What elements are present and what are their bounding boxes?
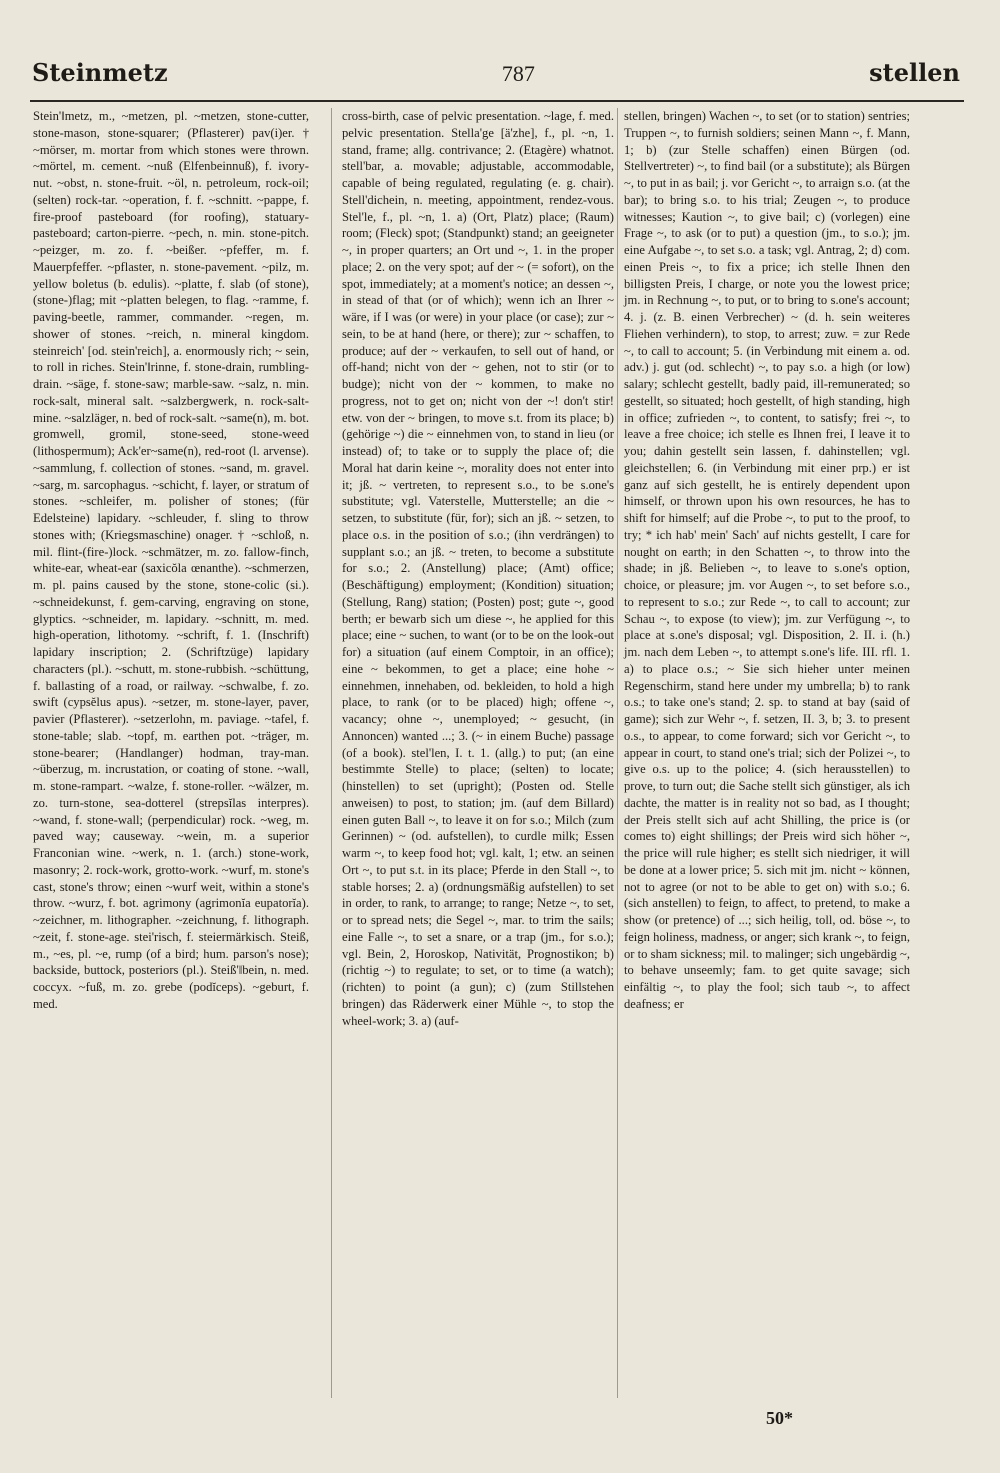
running-head bbox=[32, 58, 960, 98]
column-divider bbox=[331, 108, 332, 1398]
column-middle-text: cross-birth, case of pelvic presentation. ~lage, f. med. pelvic presentation. Stella'ge [ä'zhe], f., pl. ~n, 1. stand, frame; allg. contrivance; 2. (Etagère) whatnot. stell'bar, a. movable; adjustable, accommodable, capable of being regulated, regulating (e. g. chair). Stell'dichein, n. meeting, appointment, rendez-vous. Stel'le, f., pl. ~n, 1. a) (Ort, Platz) place; (Raum) room; (Fleck) spot; (Standpunkt) stand; an geeigneter ~, in proper quarters; an Ort und ~, 1. in the proper place; 2. on the very spot; auf der ~ (= sofort), on the spot, immediately; at a moment's notice; an dessen ~, in stead of that (or of which); wenn ich an Ihrer ~ wäre, if I was (or were) in your place (or case); zur ~ sein, to be at hand (here, or there); zur ~ schaffen, to produce; auf der ~ verkaufen, to sell out of hand, or off-hand; nicht von der ~ gehen, not to stir (or to budge); nicht von der ~ kommen, to make no progress, not to get on; nicht von der ~! don't stir! etw. von der ~ bringen, to move s.t. from its place; b) (gehörige ~) die ~ einnehmen von, to stand in lieu (or instead) of; to take or to supply the place of; die Moral hat darin keine ~, morality does not enter into it; jß. ~ vertreten, to represent s.o., to be s.one's substitute; vgl. Vaterstelle, Mutterstelle; an die ~ setzen, to substitute (für, for); sich an jß. ~ setzen, to place o.s. in the position of s.o.; (ihn verdrängen) to supplant s.o.; an jß. ~ treten, to become a substitute for s.o.; 2. (Anstellung) place; (Amt) office; (Beschäftigung) employment; (Kondition) situation; (Stellung, Rang) station; (Posten) post; gute ~, good berth; er bewarb sich um diese ~, he applied for this place; eine ~ suchen, to want (or to be on the look-out for) a situation (auf einem Comptoir, in an office); eine ~ bekommen, to get a place; eine hohe ~ einnehmen, innehaben, od. bekleiden, to hold a high place, to rank (or to be placed) high; offene ~, vacancy; ohne ~, unemployed; ~ gesucht, (in Annoncen) wanted ...; 3. (~ in einem Buche) passage (of a book). stel'len, I. t. 1. (allg.) to put; (an eine bestimmte Stelle) to place; (selten) to locate; (hinstellen) to set (upright); (Posten od. Stelle anweisen) to post, to station; jm. (auf dem Billard) einen guten Ball ~, to leave it on for s.o.; Milch (zum Gerinnen) ~ (od. aufstellen), to curdle milk; Essen warm ~, to keep food hot; vgl. kalt, 1; etw. an seinen Ort ~, to put s.t. in its place; Pferde in den Stall ~, to stable horses; 2. a) (ordnungsmäßig aufstellen) to set in order, to rank, to arrange; to range; Netze ~, to set, or to spread nets; die Segel ~, mar. to trim the sails; eine Falle ~, to set a snare, or a trap (jm., for s.o.); vgl. Bein, 2, Horoskop, Nativität, Prognostikon; b) (richtig ~) to regulate; to set, or to time (a watch); (richten) to point (a gun); c) (zum Stillstehen bringen) das Räderwerk einer Mühle ~, to stop the wheel-work; 3. a) (auf- bbox=[342, 109, 614, 1028]
column-right bbox=[624, 108, 910, 1013]
guide-word-left: Steinmetz bbox=[32, 58, 168, 87]
column-divider bbox=[617, 108, 618, 1398]
column-left-text: Stein'‖metz, m., ~metzen, pl. ~metzen, stone-cutter, stone-mason, stone-squarer; (Pflasterer) pav(i)er. † ~mörser, m. mortar from which stones were thrown. ~mörtel, m. cement. ~nuß (Elfenbeinnuß), f. ivory-nut. ~obst, n. stone-fruit. ~öl, n. petroleum, rock-oil; (selten) rock-tar. ~operation, f. f. ~schnitt. ~pappe, f. fire-proof pasteboard (for roofing), statuary-pasteboard; carton-pierre. ~pech, n. min. stone-pitch. ~peizger, m. zo. f. ~beißer. ~pfeffer, m. f. Mauerpfeffer. ~pflaster, n. stone-pavement. ~pilz, m. yellow boletus (b. edulis). ~platte, f. slab (of stone), (stone-)flag; mit ~platten belegen, to flag. ~ramme, f. paving-beetle, rammer, commander. ~regen, m. shower of stones. ~reich, n. mineral kingdom. steinreich' [od. stein'reich], a. enormously rich; ~ sein, to roll in riches. Stein'‖rinne, f. stone-drain, rumbling-drain. ~säge, f. stone-saw; marble-saw. ~salz, n. min. rock-salt, mineral salt. ~salzbergwerk, n. rock-salt-mine. ~salzläger, n. bed of rock-salt. ~same(n), m. bot. gromwell, gromil, stone-seed, stone-weed (lithospermum); Ack'er~same(n), red-root (l. arvense). ~sammlung, f. collection of stones. ~sand, m. gravel. ~sarg, m. sarcophagus. ~schicht, f. layer, or stratum of stones. ~schleifer, m. polisher of stones; (für Edelsteine) lapidary. ~schleuder, f. sling to throw stones with; (Kriegsmaschine) onager. † ~schloß, n. mil. flint-(fire-)lock. ~schmätzer, m. zo. fallow-finch, white-ear, wheat-ear (saxicŏla œnanthe). ~schmerzen, m. pl. pains caused by the stone, stone-colic (si.). ~schneidekunst, f. gem-carving, engraving on stone, glyptics. ~schneider, m. lapidary. ~schnitt, m. med. high-operation, lithotomy. ~schrift, f. 1. (Inschrift) lapidary inscription; 2. (Schriftzüge) lapidary characters (pl.). ~schutt, m. stone-rubbish. ~schüttung, f. ballasting of a road, or railway. ~schwalbe, f. zo. swift (cypsĕlus apus). ~setzer, m. stone-layer, paver, pavier (Pflasterer). ~setzerlohn, m. paviage. ~tafel, f. stone-table; slab. ~topf, m. earthen pot. ~träger, m. stone-bearer; (Handlanger) hodman, tray-man. ~überzug, m. incrustation, or coating of stone. ~wall, m. stone-rampart. ~walze, f. stone-roller. ~wälzer, m. zo. turn-stone, sea-dotterel (strepsĭlas interpres). ~wand, f. stone-wall; (perpendicular) rock. ~weg, m. paved way; causeway. ~wein, m. a superior Franconian wine. ~werk, n. 1. (arch.) stone-work, masonry; 2. rock-work, grotto-work. ~wurf, m. stone's cast, stone's throw; einen ~wurf weit, within a stone's throw. ~wurz, f. bot. agrimony (agrimonĭa eupatorĭa). ~zeichner, m. lithographer. ~zeichnung, f. lithograph. ~zeit, f. stone-age. stei'risch, f. steiermärkisch. Steiß, m., ~es, pl. ~e, rump (of a bird; hum. parson's nose); backside, buttock, posteriors (pl.). Steiß'‖bein, n. med. coccyx. ~fuß, m. zo. grebe (podĭceps). ~geburt, f. med. bbox=[33, 109, 309, 1011]
guide-word-right: stellen bbox=[869, 58, 960, 87]
column-right-text: stellen, bringen) Wachen ~, to set (or to station) sentries; Truppen ~, to furnish soldiers; seinen Mann ~, f. Mann, 1; b) (zur Stelle schaffen) einen Bürgen (od. Stellvertreter) ~, to find bail (or a substitute); als Bürgen ~, to put in as bail; j. vor Gericht ~, to arraign s.o. (at the bar); to bring s.o. to his trial; Zeugen ~, to produce witnesses; Kaution ~, to give bail; c) (vorlegen) eine Frage ~, to ask (or to put) a question (jm., to s.o.); jm. eine Aufgabe ~, to set s.o. a task; vgl. Antrag, 2; d) com. einen Preis ~, to fix a price; ich stelle Ihnen den billigsten Preis, I charge, or note you the lowest price; jm. in Rechnung ~, to put, or to bring to s.one's account; 4. j. (z. B. einen Verbrecher) ~ (d. h. sein weiteres Fliehen verhindern), to stop, to arrest; zuw. = zur Rede ~, to call to account; 5. (in Verbindung mit einem a. od. adv.) j. gut (od. schlecht) ~, to pay s.o. a high (or low) salary; schlecht gestellt, badly paid, ill-remunerated; so gestellt, so situated; hoch gestellt, of high standing, high in office; zufrieden ~, to content, to satisfy; frei ~, to leave a free choice; ich stelle es Ihnen frei, I leave it to you; dahin gestellt sein lassen, f. dahinstellen; vgl. gleichstellen; 6. (in Verbindung mit einer prp.) er ist ganz auf sich gestellt, he is entirely dependent upon himself, or thrown upon his own resources, he has to shift for himself; auf die Probe ~, to put to the proof, to try; * ich hab' mein' Sach' auf nichts gestellt, I care for nought on earth; in den Schatten ~, to throw into the shade; in jß. Belieben ~, to leave to s.one's option, choice, or pleasure; jm. vor Augen ~, to set before s.o., to represent to s.o.; zur Rede ~, to call to account; zur Schau ~, to expose (to view); jm. zur Verfügung ~, to place at s.one's disposal; vgl. Disposition, 2. II. i. (h.) jm. nach dem Leben ~, to attempt s.one's life. III. rfl. 1. a) to place o.s.; ~ Sie sich hieher unter meinen Regenschirm, stand here under my umbrella; b) to rank o.s.; to take one's stand; 2. sp. to stand at bay (said of game); sich zur Wehr ~, f. setzen, II. 3, b; 3. to present o.s., to appear, to come forward; sich vor Gericht ~, to appear in court, to stand one's trial; sich der Polizei ~, to give o.s. up to the police; 4. (sich herausstellen) to prove, to turn out; die Sache stellt sich günstiger, als ich dachte, the matter is in reality not so bad, as I thought; der Preis stellt sich auf acht Shilling, the price is (or comes to) eight shillings; der Preis wird sich höher ~, the price will rule higher; es stellt sich niedriger, it will be done at a lower price; 5. sich mit jm. nicht ~ können, not to agree (or not to be able to get on) with s.o.; 6. (sich anstellen) to feign, to affect, to pretend, to make a show (or pretence) of ...; sich heilig, toll, od. böse ~, to feign holiness, madness, or anger; sich krank ~, to feign, or to sham sickness; mil. to malinger; sich ungebärdig ~, to behave unseemly; fam. to get quite savage; sich einfältig ~, to play the fool; sich taub ~, to affect deafness; er bbox=[624, 109, 910, 1011]
column-middle bbox=[342, 108, 614, 1029]
page-number: 787 bbox=[501, 61, 535, 86]
header-rule bbox=[30, 100, 964, 102]
sheet-signature: 50* bbox=[766, 1408, 793, 1428]
column-left bbox=[33, 108, 309, 1013]
